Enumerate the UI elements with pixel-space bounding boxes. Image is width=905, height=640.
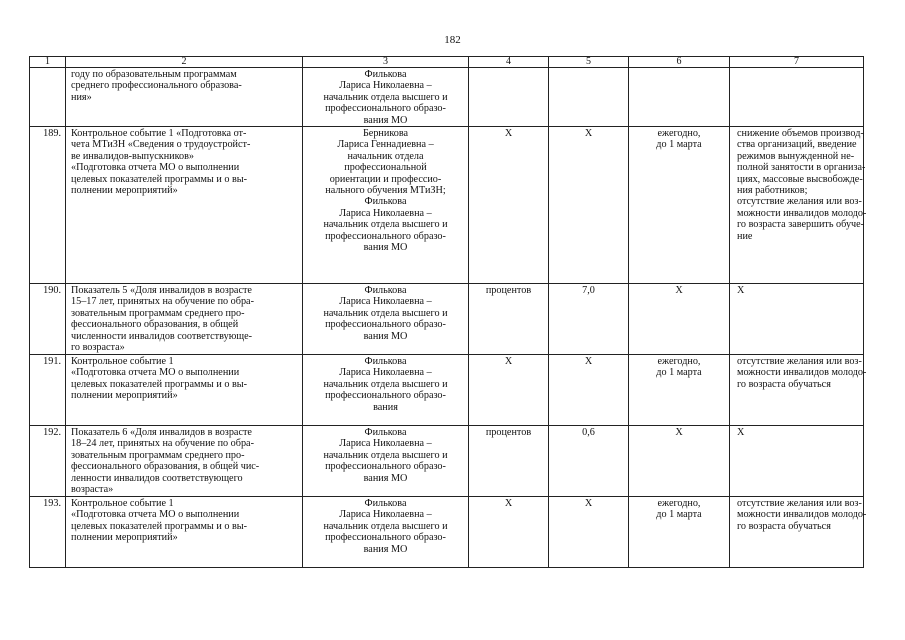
responsible-cell <box>303 127 469 284</box>
cell-text: 189. <box>43 128 61 140</box>
term-cell <box>629 497 730 568</box>
cell-line: целевых показателей программы и о вы- <box>71 520 248 532</box>
header-cell: 5 <box>549 57 629 68</box>
cell-line: можности инвалидов молодо- <box>737 367 867 379</box>
cell-line: можности инвалидов молодо- <box>737 207 867 219</box>
table-row <box>30 426 864 497</box>
cell-line: нального обучения МТиЗН; <box>325 185 446 197</box>
cell-line: вания МО <box>363 472 408 484</box>
cell-line: профессиональной <box>344 162 427 174</box>
cell-line: начальник отдела высшего и <box>323 449 448 461</box>
cell-line: возраста» <box>71 484 114 496</box>
cell-line: начальник отдела высшего и <box>323 307 448 319</box>
cell-line: фессионального образования, в общей <box>71 319 239 331</box>
cell-line: Контрольное событие 1 <box>71 356 174 368</box>
cell-line: Филькова <box>364 285 407 297</box>
cell-line: 18–24 лет, принятых на обучение по обра- <box>71 438 254 450</box>
cell-line: полнении мероприятий» <box>71 532 178 544</box>
cell-line: «Подготовка отчета МО о выполнении <box>71 509 240 521</box>
cell-line: го возраста завершить обуче- <box>737 219 865 231</box>
cell-line: до 1 марта <box>656 139 702 151</box>
term-cell <box>629 127 730 284</box>
cell-line: Филькова <box>364 196 407 208</box>
header-cell: 3 <box>303 57 469 68</box>
cell-line: го возраста обучаться <box>737 520 831 532</box>
description-cell <box>66 68 303 127</box>
cell-line: профессионального образо- <box>325 319 446 331</box>
page-number: 182 <box>444 34 461 46</box>
cell-line: вания МО <box>363 114 408 126</box>
responsible-cell <box>303 284 469 355</box>
description-cell <box>66 355 303 426</box>
cell-text: 0,6 <box>582 427 595 439</box>
table-row <box>30 355 864 426</box>
risk-cell <box>730 497 867 568</box>
cell-line: полнении мероприятий» <box>71 390 178 402</box>
cell-line: зовательным программам среднего про- <box>71 449 245 461</box>
cell-line: можности инвалидов молодо- <box>737 509 867 521</box>
value-cell <box>549 355 629 426</box>
cell-text: Х <box>584 498 593 510</box>
cell-line: Филькова <box>364 427 407 439</box>
cell-text: Х <box>504 356 513 368</box>
cell-text: процентов <box>485 427 532 439</box>
cell-line: вания МО <box>363 330 408 342</box>
header-cell: 4 <box>469 57 549 68</box>
row-number <box>30 355 66 426</box>
header-cell: 6 <box>629 57 730 68</box>
term-cell <box>629 284 730 355</box>
cell-line: ние <box>737 230 753 242</box>
risk-cell <box>730 355 867 426</box>
cell-text: 7,0 <box>582 285 595 297</box>
responsible-cell <box>303 426 469 497</box>
cell-line: начальник отдела <box>347 150 424 162</box>
cell-line: чета МТиЗН «Сведения о трудоустройст- <box>71 139 251 151</box>
cell-line: «Подготовка отчета МО о выполнении <box>71 162 240 174</box>
cell-line: Филькова <box>364 69 407 80</box>
cell-line: Лариса Николаевна – <box>339 509 432 521</box>
cell-line: Лариса Николаевна – <box>339 207 432 219</box>
unit-cell <box>469 284 549 355</box>
cell-text: 191. <box>43 356 61 368</box>
cell-line: Х <box>737 427 745 439</box>
cell-line: отсутствие желания или воз- <box>737 498 862 510</box>
cell-text: Х <box>504 128 513 140</box>
cell-line: Х <box>675 427 683 439</box>
row-number <box>30 497 66 568</box>
cell-line: году по образовательным программам <box>71 69 237 80</box>
risk-cell <box>730 426 864 497</box>
cell-line: начальник отдела высшего и <box>323 378 448 390</box>
cell-line: полной занятости в организа- <box>737 162 866 174</box>
cell-line: Лариса Николаевна – <box>339 367 432 379</box>
header-cell: 2 <box>66 57 303 68</box>
cell-line: снижение объемов производ- <box>737 128 864 140</box>
cell-line: среднего профессионального образова- <box>71 80 242 92</box>
cell-line: Контрольное событие 1 «Подготовка от- <box>71 128 247 140</box>
cell-line: полнении мероприятий» <box>71 185 178 197</box>
value-cell <box>549 127 629 284</box>
cell-line: ния» <box>71 91 92 103</box>
cell-line: Лариса Геннадиевна – <box>337 139 434 151</box>
cell-line: до 1 марта <box>656 367 702 379</box>
cell-line: профессионального образо- <box>325 461 446 473</box>
responsible-cell <box>303 68 469 127</box>
cell-line: Лариса Николаевна – <box>339 80 432 92</box>
cell-line: ежегодно, <box>657 498 701 510</box>
header-row <box>30 57 864 68</box>
cell-line: вания МО <box>363 242 408 254</box>
cell-line: Филькова <box>364 356 407 368</box>
unit-cell <box>469 355 549 426</box>
risk-cell <box>730 284 864 355</box>
value-cell <box>549 497 629 568</box>
cell-line: Берникова <box>362 128 409 140</box>
cell-line: зовательным программам среднего про- <box>71 307 245 319</box>
cell-line: Лариса Николаевна – <box>339 438 432 450</box>
responsible-cell <box>303 497 469 568</box>
cell-text: Х <box>584 128 593 140</box>
cell-line: профессионального образо- <box>325 103 446 115</box>
cell-line: до 1 марта <box>656 509 702 521</box>
cell-line: ориентации и профессио- <box>329 173 442 185</box>
row-number <box>30 68 66 127</box>
value-cell <box>549 284 629 355</box>
cell-line: го возраста обучаться <box>737 378 831 390</box>
unit-cell <box>469 68 549 127</box>
cell-line: профессионального образо- <box>325 390 446 402</box>
cell-line: вания МО <box>363 543 408 555</box>
cell-line: режимов вынужденной не- <box>737 150 855 162</box>
cell-line: 15–17 лет, принятых на обучение по обра- <box>71 296 254 308</box>
cell-line: Показатель 6 «Доля инвалидов в возрасте <box>71 427 252 439</box>
cell-line: Х <box>737 285 745 297</box>
risk-cell <box>730 127 867 284</box>
unit-cell <box>469 426 549 497</box>
cell-text: 193. <box>43 498 61 510</box>
unit-cell <box>469 127 549 284</box>
cell-line: целевых показателей программы и о вы- <box>71 173 248 185</box>
cell-line: начальник отдела высшего и <box>323 520 448 532</box>
cell-line: отсутствие желания или воз- <box>737 196 862 208</box>
term-cell <box>629 426 730 497</box>
description-cell <box>66 497 303 568</box>
cell-line: Контрольное событие 1 <box>71 498 174 510</box>
header-cell: 1 <box>30 57 66 68</box>
cell-line: циях, массовые высвобожде- <box>737 173 863 185</box>
cell-line: ежегодно, <box>657 356 701 368</box>
table-row <box>30 68 864 127</box>
cell-line: Показатель 5 «Доля инвалидов в возрасте <box>71 285 252 297</box>
cell-line: «Подготовка отчета МО о выполнении <box>71 367 240 379</box>
description-cell <box>66 284 303 355</box>
cell-text: Х <box>504 498 513 510</box>
cell-line: ве инвалидов-выпускников» <box>71 150 195 162</box>
responsible-cell <box>303 355 469 426</box>
cell-line: профессионального образо- <box>325 230 446 242</box>
cell-line: ния работников; <box>737 185 808 197</box>
cell-text: процентов <box>485 285 532 297</box>
cell-line: ленности инвалидов соответствующего <box>71 472 243 484</box>
table-row <box>30 497 864 568</box>
term-cell <box>629 68 730 127</box>
cell-line: начальник отдела высшего и <box>323 91 448 103</box>
row-number <box>30 426 66 497</box>
header-cell: 7 <box>730 57 864 68</box>
cell-line: отсутствие желания или воз- <box>737 356 862 368</box>
term-cell <box>629 355 730 426</box>
description-cell <box>66 426 303 497</box>
cell-line: Х <box>675 285 683 297</box>
cell-text: 192. <box>43 427 61 439</box>
cell-text: Х <box>584 356 593 368</box>
risk-cell <box>730 68 864 127</box>
value-cell <box>549 426 629 497</box>
cell-line: целевых показателей программы и о вы- <box>71 378 248 390</box>
cell-line: профессионального образо- <box>325 532 446 544</box>
row-number <box>30 284 66 355</box>
cell-line: го возраста» <box>71 342 125 354</box>
cell-line: вания <box>373 401 398 413</box>
value-cell <box>549 68 629 127</box>
cell-line: ежегодно, <box>657 128 701 140</box>
unit-cell <box>469 497 549 568</box>
cell-line: численности инвалидов соответствующе- <box>71 330 253 342</box>
cell-line: начальник отдела высшего и <box>323 219 448 231</box>
row-number <box>30 127 66 284</box>
table-row <box>30 127 864 284</box>
cell-line: Лариса Николаевна – <box>339 296 432 308</box>
cell-line: Филькова <box>364 498 407 510</box>
cell-line: ства организаций, введение <box>737 139 857 151</box>
description-cell <box>66 127 303 284</box>
table-row <box>30 284 864 355</box>
plan-table <box>29 56 867 568</box>
cell-line: фессионального образования, в общей чис- <box>71 461 260 473</box>
cell-text: 190. <box>43 285 61 297</box>
